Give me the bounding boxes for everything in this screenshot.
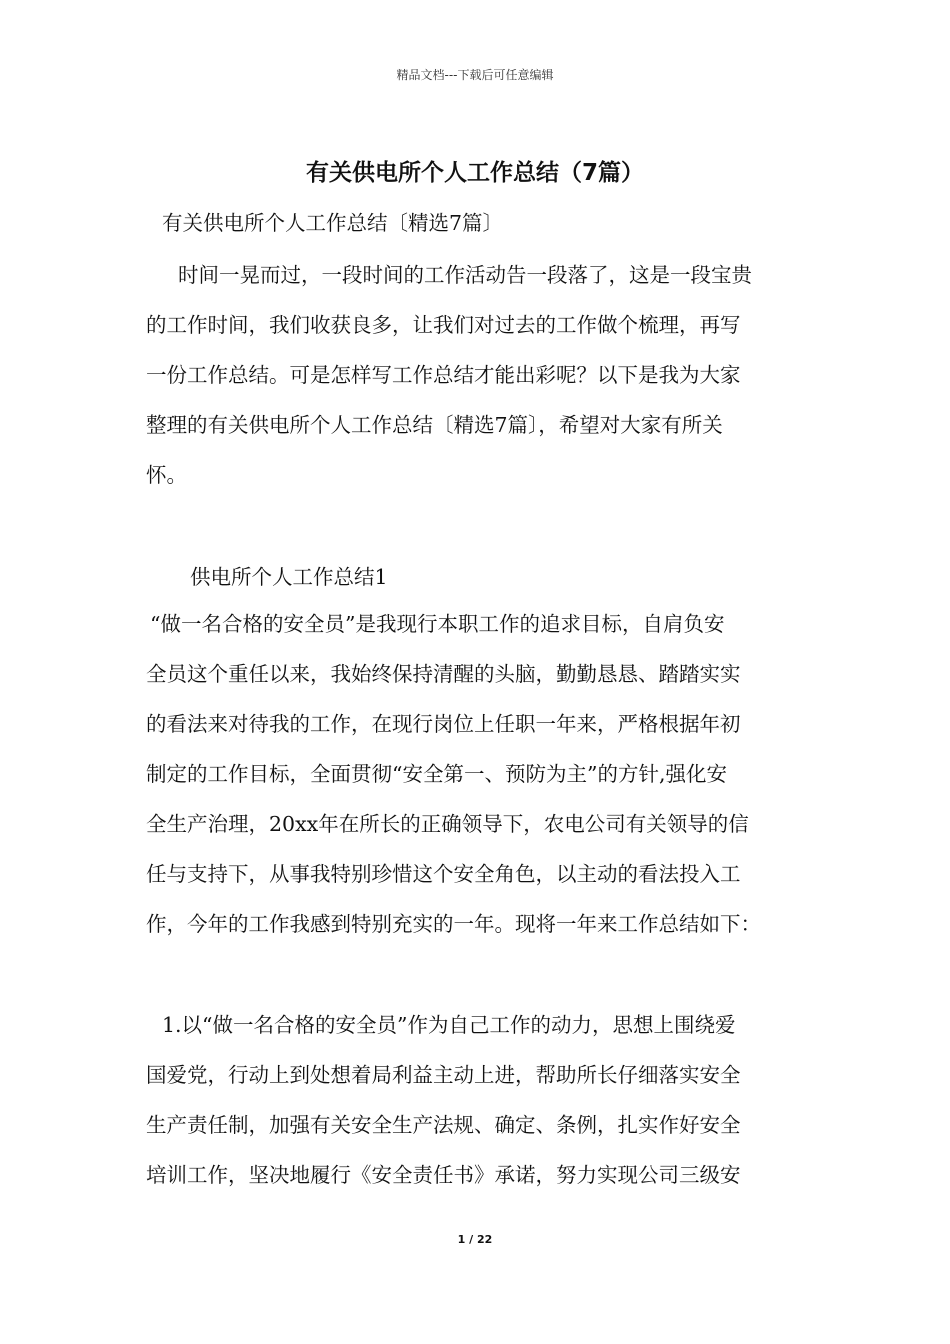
- section-heading: 供电所个人工作总结1: [190, 565, 388, 589]
- point-line-2: 国爱党，行动上到处想着局利益主动上进，帮助所长仔细落实安全: [146, 1063, 741, 1087]
- section-line-3: 的看法来对待我的工作，在现行岗位上任职一年来，严格根据年初: [146, 712, 741, 736]
- point-line-1: 1.以“做一名合格的安全员”作为自己工作的动力，思想上围绕爱: [162, 1013, 736, 1037]
- section-line-7: 作，今年的工作我感到特别充实的一年。现将一年来工作总结如下：: [146, 912, 761, 936]
- section-line-2: 全员这个重任以来，我始终保持清醒的头脑，勤勤恳恳、踏踏实实: [146, 662, 741, 686]
- document-title: 有关供电所个人工作总结（7篇）: [305, 160, 644, 186]
- intro-line-3: 一份工作总结。可是怎样写工作总结才能出彩呢？以下是我为大家: [146, 363, 741, 387]
- document-subtitle: 有关供电所个人工作总结〔精选7篇〕: [162, 211, 504, 235]
- section-line-4: 制定的工作目标，全面贯彻“安全第一、预防为主”的方针,强化安: [146, 762, 727, 786]
- intro-line-5: 怀。: [146, 463, 187, 487]
- page-header: 精品文档---下载后可任意编辑: [396, 68, 554, 82]
- point-line-4: 培训工作，坚决地履行《安全责任书》承诺，努力实现公司三级安: [146, 1163, 741, 1187]
- section-line-6: 任与支持下，从事我特别珍惜这个安全角色，以主动的看法投入工: [146, 862, 741, 886]
- point-line-3: 生产责任制，加强有关安全生产法规、确定、条例，扎实作好安全: [146, 1113, 741, 1137]
- section-line-5: 全生产治理，20xx年在所长的正确领导下，农电公司有关领导的信: [146, 812, 749, 836]
- intro-line-1: 时间一晃而过，一段时间的工作活动告一段落了，这是一段宝贵: [178, 263, 752, 287]
- section-line-1: “做一名合格的安全员”是我现行本职工作的追求目标，自肩负安: [150, 612, 725, 636]
- intro-line-4: 整理的有关供电所个人工作总结〔精选7篇〕，希望对大家有所关: [146, 413, 723, 437]
- page-number: 1 / 22: [457, 1233, 493, 1246]
- intro-line-2: 的工作时间，我们收获良多，让我们对过去的工作做个梳理，再写: [146, 313, 741, 337]
